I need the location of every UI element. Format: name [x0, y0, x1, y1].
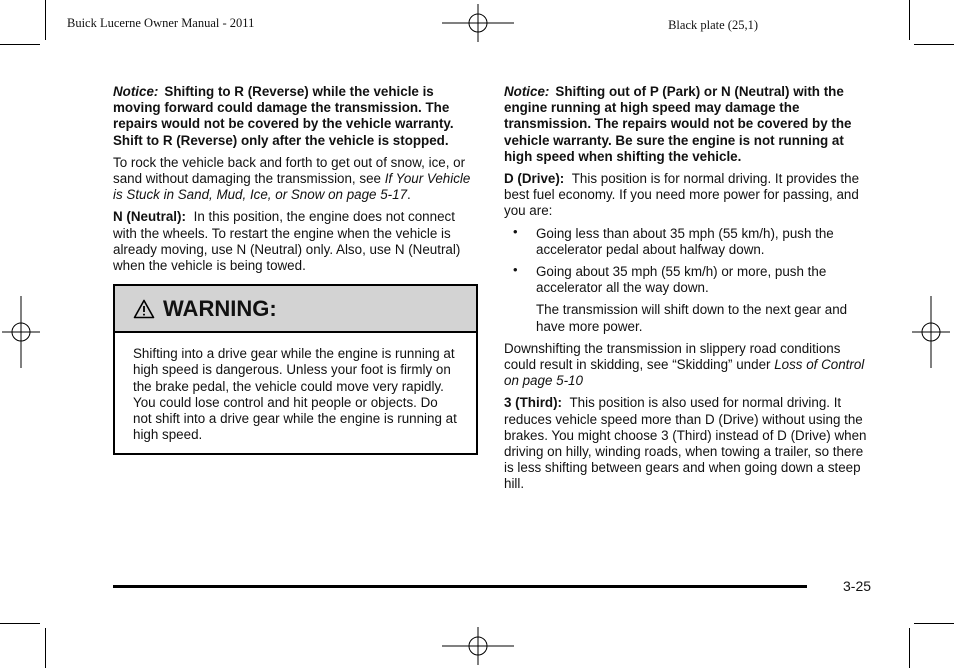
drive-paragraph — [504, 171, 870, 220]
notice-label: Notice: — [113, 84, 159, 99]
header-plate-label: Black plate (25,1) — [668, 18, 758, 32]
notice-park — [504, 84, 870, 165]
drive-bullet-list — [504, 223, 870, 297]
third-text: This position is also used for normal driving. It reduces vehicle speed more than D (Drive) without using the brakes. You might choose 3 (Third) instead of D (Drive) when driving on hilly, winding roads, when towing a trailer, so there is less shifting between gears and when going down a steep hill. — [504, 395, 867, 492]
downshift-text: Downshifting the transmission in slippery road conditions could result in skidding, see “Skidding” under — [504, 340, 841, 373]
crop-mark — [0, 623, 40, 624]
downshift-paragraph — [504, 341, 870, 390]
notice-text: Shifting to R (Reverse) while the vehicle is moving forward could damage the transmission. The repairs would not be covered by the vehicle warranty. Shift to R (Reverse) only after the vehicle is stopped. — [113, 84, 454, 148]
bullet-text: Going about 35 mph (55 km/h) or more, push the accelerator all the way down. — [536, 264, 827, 296]
notice-reverse — [113, 84, 479, 149]
crop-mark — [45, 0, 46, 40]
third-label: 3 (Third): — [504, 395, 563, 411]
drive-label: D (Drive): — [504, 171, 565, 187]
bullet-text: Going less than about 35 mph (55 km/h), push the accelerator pedal about halfway down. — [536, 225, 834, 257]
downshift-cross-reference: Loss of Control on page 5-10 — [504, 357, 865, 389]
warning-triangle-icon — [133, 299, 155, 319]
neutral-label: N (Neutral): — [113, 209, 186, 225]
bullet-icon: • — [513, 223, 518, 239]
registration-mark-top — [442, 4, 514, 42]
neutral-paragraph — [113, 209, 479, 274]
warning-title: WARNING: — [163, 295, 277, 321]
page-number: 3-25 — [843, 578, 872, 594]
rock-paragraph — [113, 155, 479, 204]
warning-box — [113, 284, 478, 455]
list-item — [504, 264, 870, 296]
left-column — [113, 84, 479, 455]
drive-text: This position is for normal driving. It provides the best fuel economy. If you need more power for passing, and you are: — [504, 171, 860, 219]
warning-header — [115, 286, 476, 333]
crop-mark — [45, 628, 46, 668]
notice-text: Shifting out of P (Park) or N (Neutral) with the engine running at high speed may damage the transmission. The repairs would not be covered by the vehicle warranty. Be sure the engine is not running at high speed when shifting the vehicle. — [504, 84, 852, 164]
warning-body: Shifting into a drive gear while the engine is running at high speed is dangerous. Unless your foot is firmly on the brake pedal, the vehicle could move very rapidly. You could lose control and hit people or objects. Do not shift into a drive gear while the engine is running at high speed. — [133, 346, 457, 443]
registration-mark-right — [912, 296, 950, 368]
neutral-text: In this position, the engine does not connect with the wheels. To restart the engine when the vehicle is already moving, use N (Neutral) only. Also, use N (Neutral) when the vehicle is being towed. — [113, 209, 461, 274]
header-manual-title: Buick Lucerne Owner Manual - 2011 — [67, 16, 255, 30]
bullet-followup: The transmission will shift down to the next gear and have more power. — [536, 302, 848, 334]
rock-cross-reference: If Your Vehicle is Stuck in Sand, Mud, Ice, or Snow on page 5-17 — [113, 171, 471, 203]
crop-mark — [909, 0, 910, 40]
crop-mark — [914, 44, 954, 45]
registration-mark-bottom — [442, 627, 514, 665]
crop-mark — [0, 44, 40, 45]
crop-mark — [914, 623, 954, 624]
rock-end: . — [407, 187, 411, 203]
list-item — [504, 223, 870, 258]
third-paragraph — [504, 395, 870, 492]
footer-rule — [113, 585, 807, 588]
registration-mark-left — [2, 296, 40, 368]
crop-mark — [909, 628, 910, 668]
rock-text: To rock the vehicle back and forth to get out of snow, ice, or sand without damaging the transmission, see — [113, 154, 466, 187]
bullet-icon: • — [513, 262, 518, 278]
notice-label: Notice: — [504, 84, 550, 99]
right-column — [504, 84, 870, 499]
